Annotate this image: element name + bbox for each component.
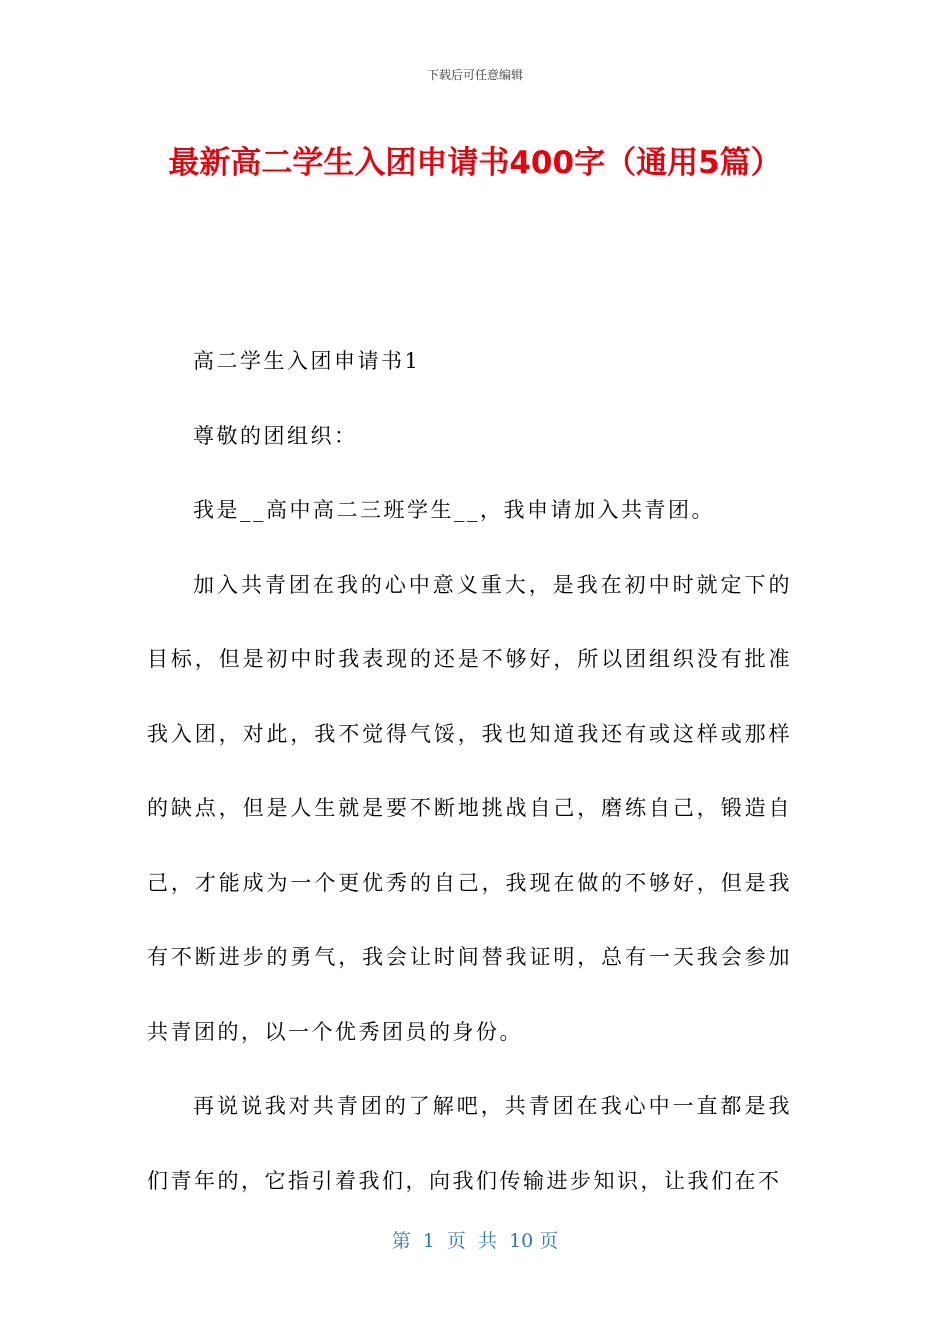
body-paragraph: 加入共青团在我的心中意义重大，是我在初中时就定下的目标，但是初中时我表现的还是不够好，所以团组织没有批准我入团，对此，我不觉得气馁，我也知道我还有或这样或那样的缺点，但是人生就是要不断地挑战自己，磨练自己，锻造自己，才能成为一个更优秀的自己，我现在做的不够好，但是我有不断进步的勇气，我会让时间替我证明，总有一天我会参加共青团的，以一个优秀团员的身份。 xyxy=(147,572,792,1044)
document-body xyxy=(147,324,792,1218)
body-paragraph: 再说说我对共青团的了解吧，共青团在我心中一直都是我们青年的，它指引着我们，向我们传输进步知识，让我们在不 xyxy=(147,1094,792,1193)
document-title: 最新高二学生入团申请书400字（通用5篇） xyxy=(168,145,782,181)
body-paragraph: 我是__高中高二三班学生__，我申请加入共青团。 xyxy=(193,498,715,522)
page-header-note: 下载后可任意编辑 xyxy=(426,68,523,82)
page-number: 第 1 页 共 10 页 xyxy=(391,1230,559,1252)
salutation: 尊敬的团组织： xyxy=(193,423,358,448)
section-heading: 高二学生入团申请书1 xyxy=(193,349,421,373)
